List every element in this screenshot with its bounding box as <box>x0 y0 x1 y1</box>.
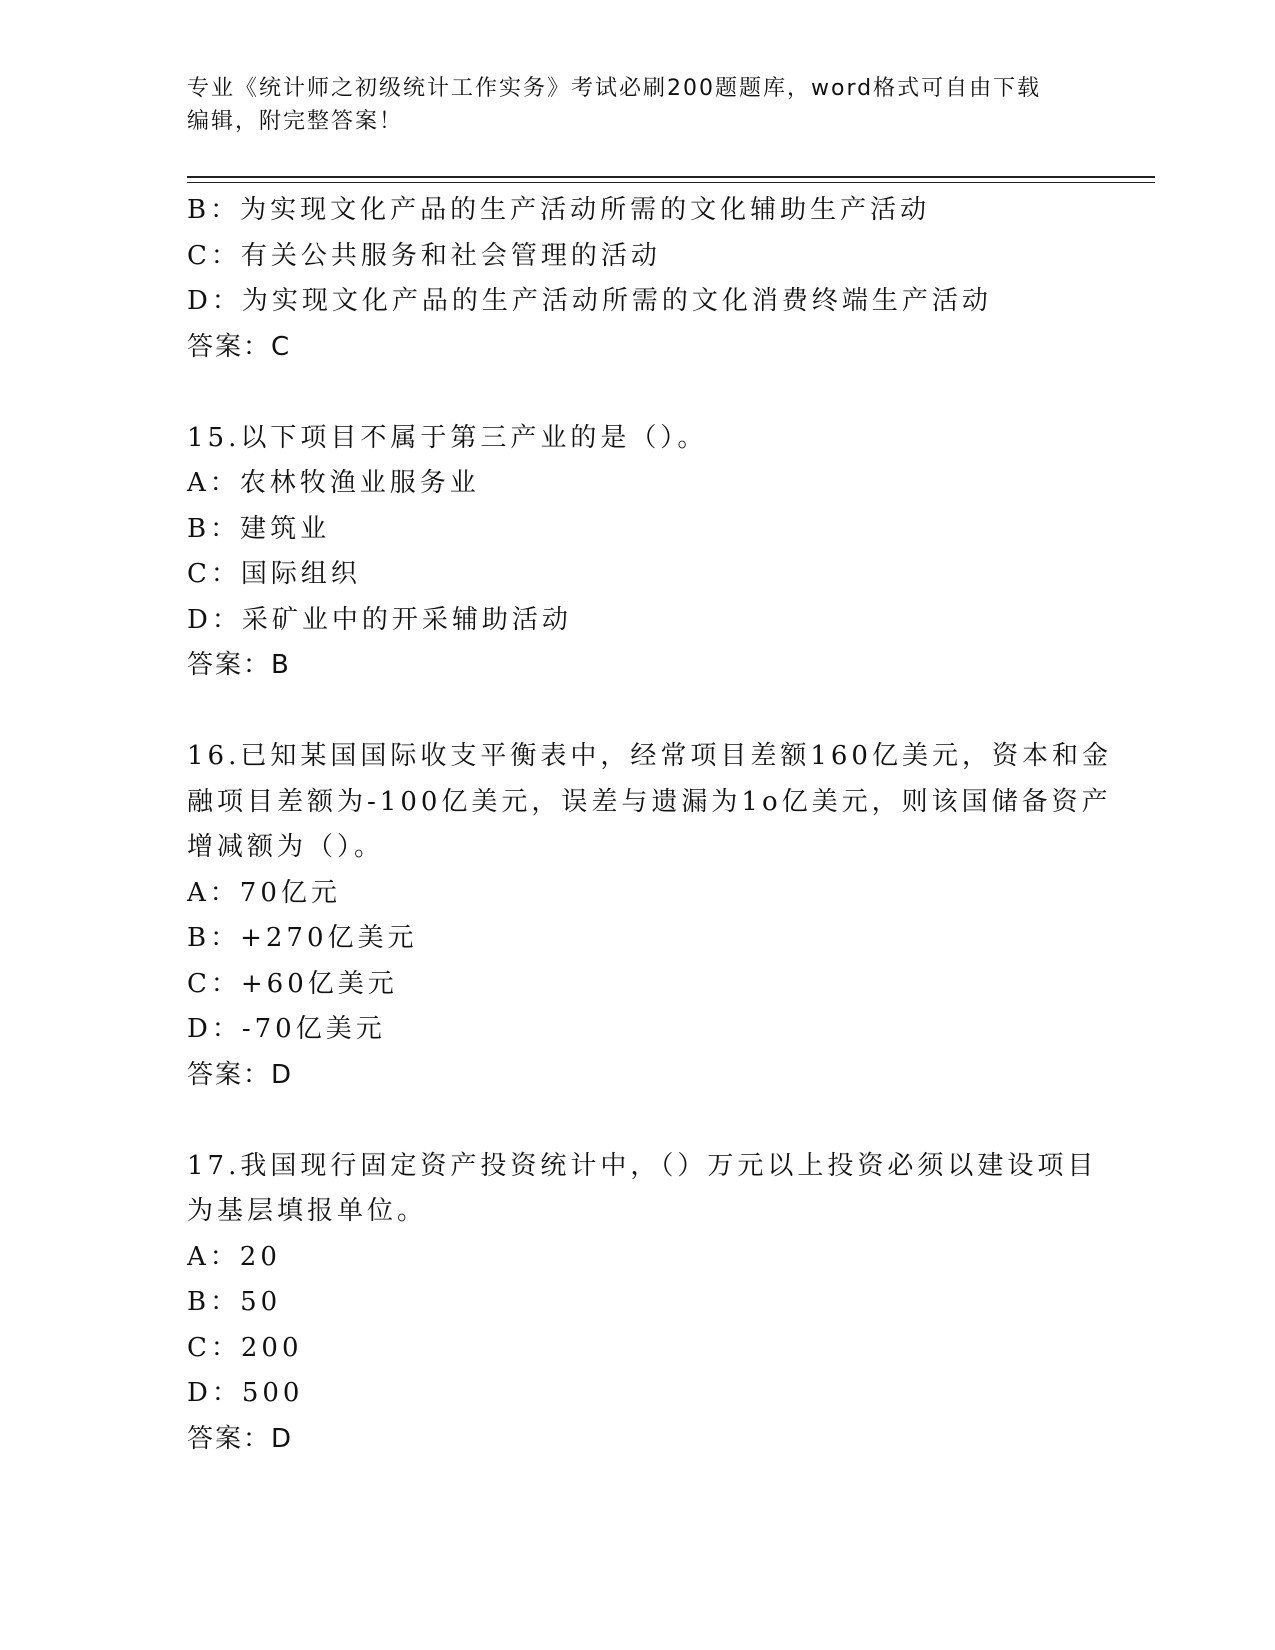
option-b: B：50 <box>187 1287 282 1317</box>
answer: 答案：D <box>187 1423 294 1454</box>
question-stem-line-2: 融项目差额为-100亿美元，误差与遗漏为1o亿美元，则该国储备资产 <box>187 786 1112 817</box>
option-a: A：70亿元 <box>187 877 341 908</box>
option-c: C：+60亿美元 <box>187 968 398 999</box>
header-rule-thick <box>187 176 1155 178</box>
question-16 <box>187 734 1112 1098</box>
option-b: B：建筑业 <box>187 513 331 544</box>
question-17 <box>187 1144 1098 1463</box>
option-d: D：为实现文化产品的生产活动所需的文化消费终端生产活动 <box>187 286 992 316</box>
question-list <box>187 188 1112 1462</box>
option-b: B：+270亿美元 <box>187 923 418 953</box>
question-stem-line-1: 16.已知某国国际收支平衡表中，经常项目差额160亿美元，资本和金 <box>187 741 1112 771</box>
option-d: D：500 <box>187 1378 304 1408</box>
option-b: B：为实现文化产品的生产活动所需的文化辅助生产活动 <box>187 195 931 225</box>
header-line-1: 专业《统计师之初级统计工作实务》考试必刷200题题库，word格式可自由下载 <box>187 76 1042 101</box>
question-stem: 15.以下项目不属于第三产业的是（）。 <box>187 422 708 453</box>
question-14-tail <box>187 188 1087 370</box>
page-header <box>187 72 1087 138</box>
answer: 答案：D <box>187 1059 294 1090</box>
option-d: D：采矿业中的开采辅助活动 <box>187 604 572 635</box>
question-stem-line-1: 17.我国现行固定资产投资统计中，（）万元以上投资必须以建设项目 <box>187 1150 1098 1181</box>
answer: 答案：B <box>187 650 291 680</box>
question-stem-line-3: 增减额为（）。 <box>187 832 385 862</box>
option-a: A：20 <box>187 1241 281 1272</box>
spacer <box>187 689 1087 735</box>
question-15 <box>187 416 1087 689</box>
option-a: A：农林牧渔业服务业 <box>187 468 480 498</box>
spacer <box>187 370 1087 416</box>
option-c: C：200 <box>187 1332 303 1363</box>
answer: 答案：C <box>187 331 292 362</box>
option-c: C：国际组织 <box>187 559 361 589</box>
question-stem-line-2: 为基层填报单位。 <box>187 1196 428 1226</box>
header-rule-thin <box>187 182 1155 183</box>
header-line-2: 编辑，附完整答案！ <box>187 109 404 134</box>
option-d: D：-70亿美元 <box>187 1014 386 1044</box>
option-c: C：有关公共服务和社会管理的活动 <box>187 240 661 271</box>
spacer <box>187 1098 1087 1144</box>
